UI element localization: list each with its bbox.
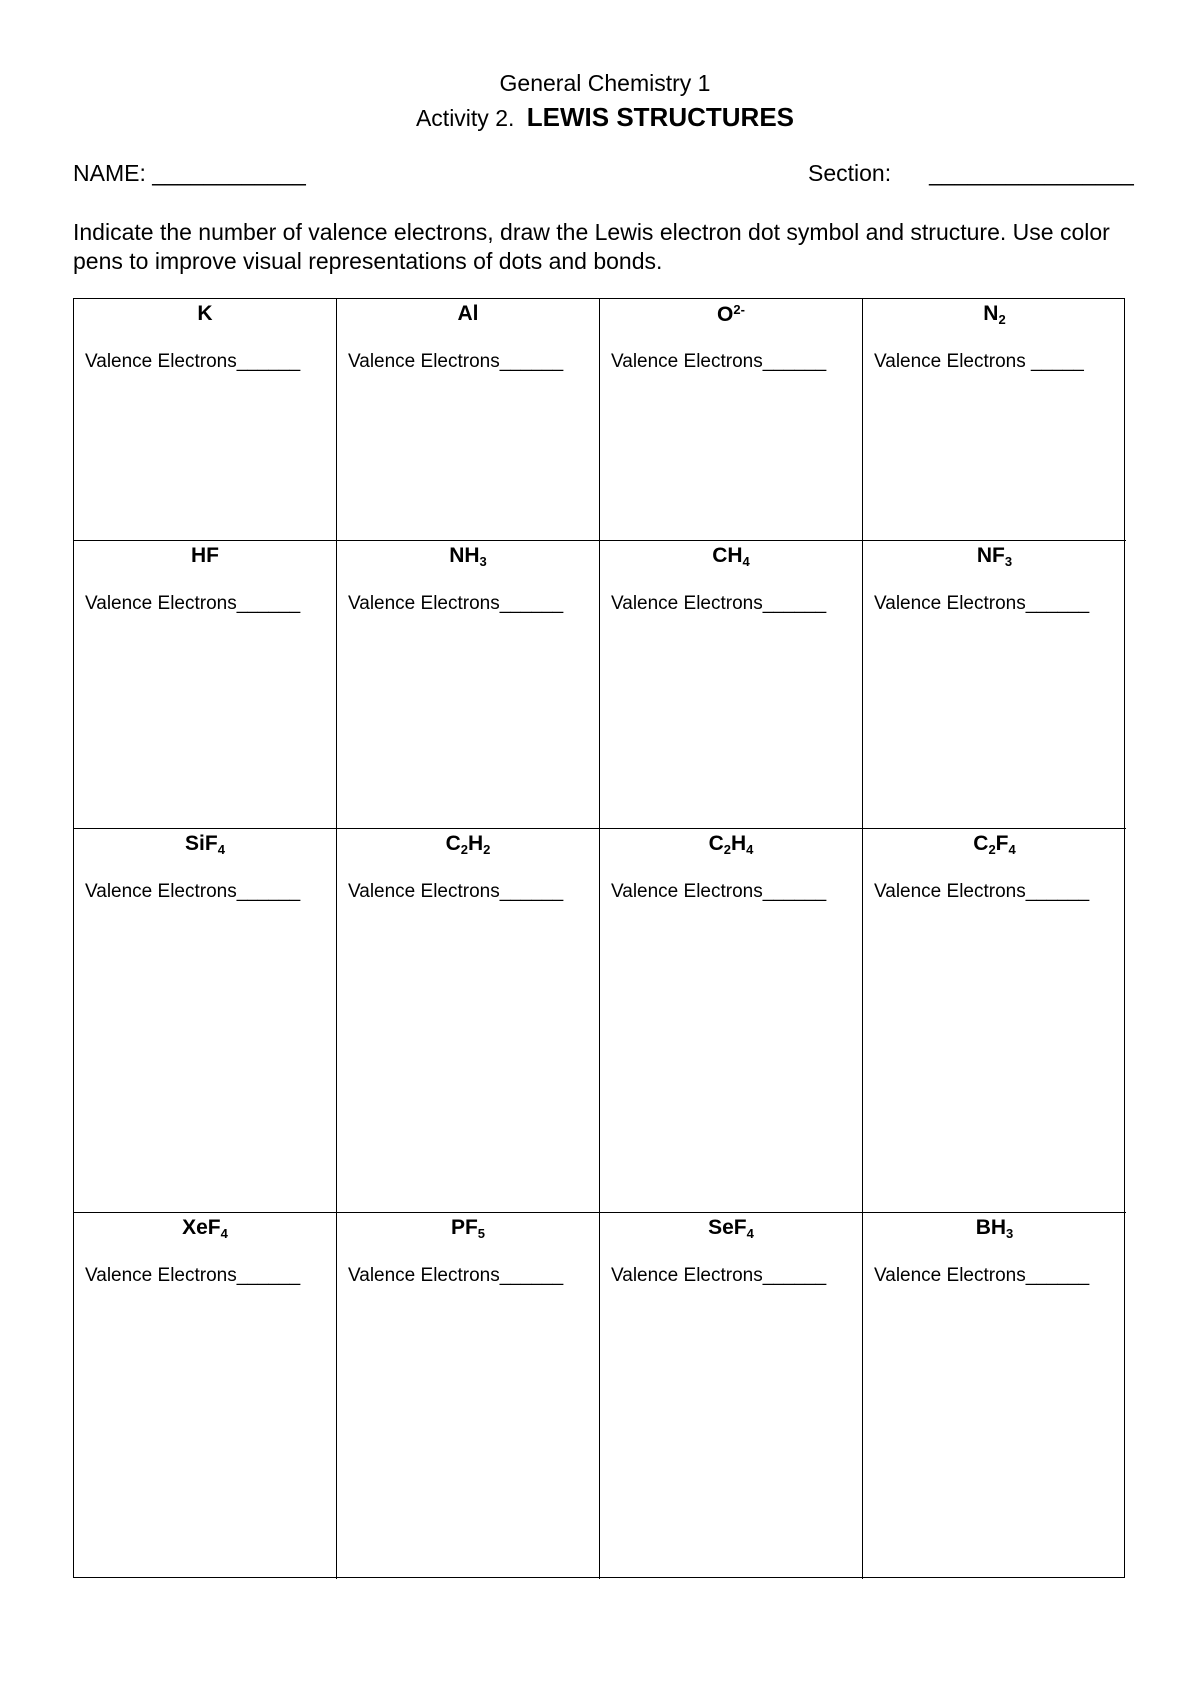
formula-subscript: 4 <box>746 1226 754 1241</box>
molecule-formula <box>863 302 1126 327</box>
valence-electrons-blank[interactable]: Valence Electrons______ <box>85 1265 301 1286</box>
molecule-cell-al[interactable] <box>337 299 600 541</box>
formula-text: HF <box>191 544 219 567</box>
name-field[interactable]: NAME: ____________ <box>73 160 306 186</box>
formula-text: BH <box>975 1216 1007 1239</box>
formula-subscript: 2 <box>460 842 468 857</box>
formula-text: CH <box>712 544 743 567</box>
activity-heading <box>0 102 1200 133</box>
valence-electrons-blank[interactable]: Valence Electrons______ <box>611 1265 827 1286</box>
valence-electrons-blank[interactable]: Valence Electrons _____ <box>874 351 1084 372</box>
molecule-formula <box>600 302 862 327</box>
molecule-formula <box>74 544 336 568</box>
molecule-formula <box>74 832 336 857</box>
valence-electrons-blank[interactable]: Valence Electrons______ <box>85 351 301 372</box>
section-label: Section: <box>808 160 892 186</box>
molecule-cell-n2[interactable] <box>863 299 1126 541</box>
formula-subscript: 4 <box>742 554 750 569</box>
formula-text: SiF <box>185 832 218 855</box>
formula-subscript: 3 <box>479 554 487 569</box>
valence-electrons-blank[interactable]: Valence Electrons______ <box>874 1265 1090 1286</box>
formula-text: C <box>708 832 724 855</box>
formula-subscript: 4 <box>217 842 225 857</box>
molecule-formula <box>863 832 1126 857</box>
lewis-structures-grid <box>73 298 1125 1578</box>
molecule-formula <box>337 832 599 857</box>
course-title: General Chemistry 1 <box>499 70 711 96</box>
formula-text: K <box>197 302 213 325</box>
formula-subscript: 4 <box>220 1226 228 1241</box>
molecule-cell-bh3[interactable] <box>863 1213 1126 1579</box>
activity-title: LEWIS STRUCTURES <box>526 102 795 132</box>
molecule-cell-nh3[interactable] <box>337 541 600 829</box>
formula-text: H <box>468 832 484 855</box>
molecule-formula <box>337 1216 599 1241</box>
molecule-cell-c2h2[interactable] <box>337 829 600 1213</box>
molecule-formula <box>600 1216 862 1241</box>
formula-subscript: 5 <box>477 1226 486 1241</box>
formula-text: F <box>995 832 1009 855</box>
valence-electrons-blank[interactable]: Valence Electrons______ <box>874 881 1090 902</box>
molecule-cell-k[interactable] <box>74 299 337 541</box>
molecule-formula <box>863 1216 1126 1241</box>
valence-electrons-blank[interactable]: Valence Electrons______ <box>348 351 564 372</box>
formula-subscript: 4 <box>1008 842 1016 857</box>
molecule-cell-hf[interactable] <box>74 541 337 829</box>
valence-electrons-blank[interactable]: Valence Electrons______ <box>611 881 827 902</box>
formula-text: XeF <box>182 1216 221 1239</box>
formula-text: N <box>983 302 999 325</box>
formula-text: C <box>445 832 461 855</box>
molecule-formula <box>600 832 862 857</box>
formula-text: PF <box>450 1216 478 1239</box>
formula-superscript: 2- <box>733 302 745 317</box>
molecule-formula <box>863 544 1126 569</box>
formula-subscript: 2 <box>723 842 731 857</box>
formula-text: NH <box>449 544 480 567</box>
molecule-cell-c2f4[interactable] <box>863 829 1126 1213</box>
valence-electrons-blank[interactable]: Valence Electrons______ <box>85 881 301 902</box>
section-field[interactable] <box>808 160 1134 187</box>
valence-electrons-blank[interactable]: Valence Electrons______ <box>611 593 827 614</box>
molecule-formula <box>74 1216 336 1241</box>
formula-subscript: 2 <box>988 842 996 857</box>
molecule-cell-pf5[interactable] <box>337 1213 600 1579</box>
molecule-formula <box>337 302 599 326</box>
formula-text: Al <box>457 302 479 325</box>
formula-text: C <box>973 832 989 855</box>
instructions-text: Indicate the number of valence electrons, draw the Lewis electron dot symbol and structure. Use color pens to improve visual representations of dots and bonds. <box>73 219 1110 274</box>
molecule-cell-xef4[interactable] <box>74 1213 337 1579</box>
valence-electrons-blank[interactable]: Valence Electrons______ <box>348 881 564 902</box>
molecule-cell-ch4[interactable] <box>600 541 863 829</box>
molecule-cell-sef4[interactable] <box>600 1213 863 1579</box>
formula-subscript: 2 <box>483 842 491 857</box>
formula-subscript: 2 <box>998 312 1006 327</box>
activity-prefix: Activity 2. <box>415 105 515 131</box>
valence-electrons-blank[interactable]: Valence Electrons______ <box>874 593 1090 614</box>
molecule-formula <box>337 544 599 569</box>
formula-subscript: 3 <box>1004 554 1013 569</box>
formula-text: O <box>717 303 734 326</box>
formula-text: SeF <box>708 1216 747 1239</box>
valence-electrons-blank[interactable]: Valence Electrons______ <box>611 351 827 372</box>
formula-subscript: 3 <box>1006 1226 1014 1241</box>
valence-electrons-blank[interactable]: Valence Electrons______ <box>85 593 301 614</box>
formula-subscript: 4 <box>746 842 754 857</box>
section-blank[interactable]: ________________ <box>929 160 1134 186</box>
molecule-formula <box>600 544 862 569</box>
valence-electrons-blank[interactable]: Valence Electrons______ <box>348 1265 564 1286</box>
formula-text: H <box>731 832 747 855</box>
molecule-cell-sif4[interactable] <box>74 829 337 1213</box>
molecule-cell-o2-ion[interactable] <box>600 299 863 541</box>
molecule-cell-c2h4[interactable] <box>600 829 863 1213</box>
molecule-cell-nf3[interactable] <box>863 541 1126 829</box>
valence-electrons-blank[interactable]: Valence Electrons______ <box>348 593 564 614</box>
formula-text: NF <box>976 544 1005 567</box>
molecule-formula <box>74 302 336 326</box>
